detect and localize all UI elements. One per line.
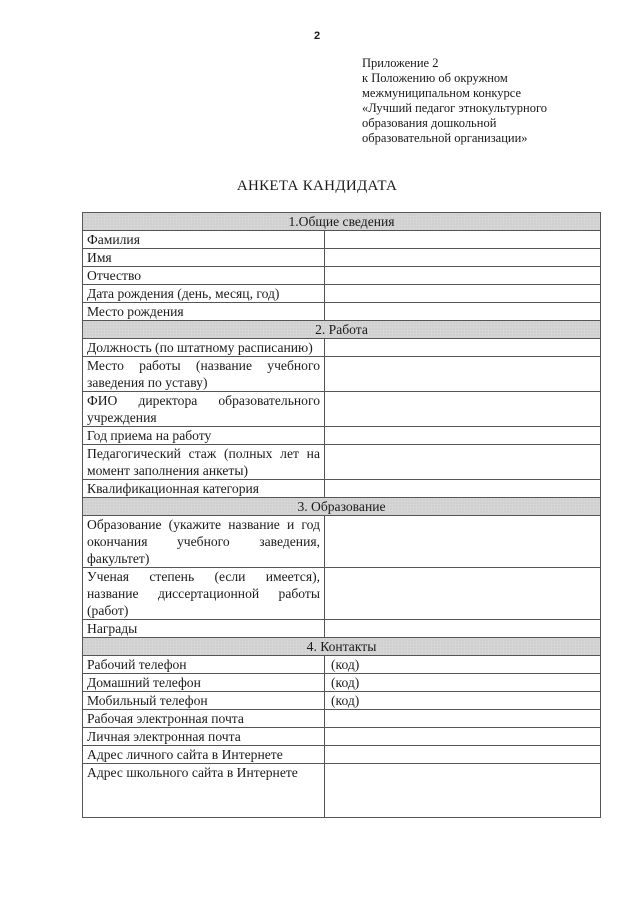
appendix-line: Приложение 2 <box>362 56 439 70</box>
row-value[interactable] <box>325 427 601 445</box>
row-value[interactable]: (код) <box>325 674 601 692</box>
row-label: Дата рождения (день, месяц, год) <box>83 285 325 303</box>
row-label: Рабочая электронная почта <box>83 710 325 728</box>
row-value[interactable] <box>325 764 601 818</box>
form-row-awards <box>83 620 601 638</box>
row-value[interactable] <box>325 303 601 321</box>
page-number: 2 <box>313 30 321 42</box>
row-label: Место рождения <box>83 303 325 321</box>
row-label: Квалификационная категория <box>83 480 325 498</box>
row-label: Рабочий телефон <box>83 656 325 674</box>
row-label: Должность (по штатному расписанию) <box>83 339 325 357</box>
row-value[interactable] <box>325 710 601 728</box>
row-value[interactable] <box>325 516 601 568</box>
row-value[interactable] <box>325 746 601 764</box>
row-value[interactable] <box>325 357 601 392</box>
row-value[interactable] <box>325 231 601 249</box>
row-label: Фамилия <box>83 231 325 249</box>
row-label: Награды <box>83 620 325 638</box>
section-title: 4. Контакты <box>83 638 601 656</box>
form-row-school-site <box>83 764 601 818</box>
appendix-line: к Положению об окружном <box>362 71 508 85</box>
candidate-form-table <box>82 212 601 818</box>
row-value[interactable] <box>325 445 601 480</box>
row-value[interactable] <box>325 568 601 620</box>
row-label: ФИО директора образовательного учреждения <box>83 392 325 427</box>
form-row-surname <box>83 231 601 249</box>
section-title: 1.Общие сведения <box>83 213 601 231</box>
form-title: АНКЕТА КАНДИДАТА <box>236 178 398 194</box>
form-row-hire-year <box>83 427 601 445</box>
section-title: 3. Образование <box>83 498 601 516</box>
row-value[interactable] <box>325 249 601 267</box>
section-header-work <box>83 321 601 339</box>
section-header-education <box>83 498 601 516</box>
form-row-mobile-phone <box>83 692 601 710</box>
row-value[interactable] <box>325 392 601 427</box>
form-row-experience <box>83 445 601 480</box>
form-row-personal-email <box>83 728 601 746</box>
row-label: Имя <box>83 249 325 267</box>
form-row-degree <box>83 568 601 620</box>
appendix-line: образования дошкольной <box>362 116 497 130</box>
form-row-patronymic <box>83 267 601 285</box>
row-label: Отчество <box>83 267 325 285</box>
appendix-line: образовательной организации» <box>362 131 528 145</box>
form-row-position <box>83 339 601 357</box>
section-header-contacts <box>83 638 601 656</box>
appendix-line: «Лучший педагог этнокультурного <box>362 101 548 115</box>
appendix-header <box>362 56 592 146</box>
form-row-birth-place <box>83 303 601 321</box>
form-row-director <box>83 392 601 427</box>
row-label: Образование (укажите название и год окончания учебного заведения, факультет) <box>83 516 325 568</box>
form-row-name <box>83 249 601 267</box>
form-row-education <box>83 516 601 568</box>
row-label: Адрес личного сайта в Интернете <box>83 746 325 764</box>
appendix-line: межмуниципальном конкурсе <box>362 86 522 100</box>
row-value[interactable] <box>325 267 601 285</box>
row-value[interactable] <box>325 620 601 638</box>
row-label: Ученая степень (если имеется), название диссертационной работы (работ) <box>83 568 325 620</box>
row-label: Личная электронная почта <box>83 728 325 746</box>
row-label: Год приема на работу <box>83 427 325 445</box>
row-label: Домашний телефон <box>83 674 325 692</box>
form-row-qualification <box>83 480 601 498</box>
section-header-general <box>83 213 601 231</box>
row-value[interactable] <box>325 285 601 303</box>
row-label: Педагогический стаж (полных лет на момент заполнения анкеты) <box>83 445 325 480</box>
form-row-personal-site <box>83 746 601 764</box>
section-title: 2. Работа <box>83 321 601 339</box>
row-value[interactable] <box>325 480 601 498</box>
form-row-birth-date <box>83 285 601 303</box>
row-label: Адрес школьного сайта в Интернете <box>83 764 325 818</box>
form-row-work-phone <box>83 656 601 674</box>
row-value[interactable]: (код) <box>325 656 601 674</box>
row-label: Место работы (название учебного заведения по уставу) <box>83 357 325 392</box>
row-value[interactable] <box>325 728 601 746</box>
row-value[interactable] <box>325 339 601 357</box>
row-label: Мобильный телефон <box>83 692 325 710</box>
row-value[interactable]: (код) <box>325 692 601 710</box>
form-row-home-phone <box>83 674 601 692</box>
form-row-work-email <box>83 710 601 728</box>
form-row-workplace <box>83 357 601 392</box>
